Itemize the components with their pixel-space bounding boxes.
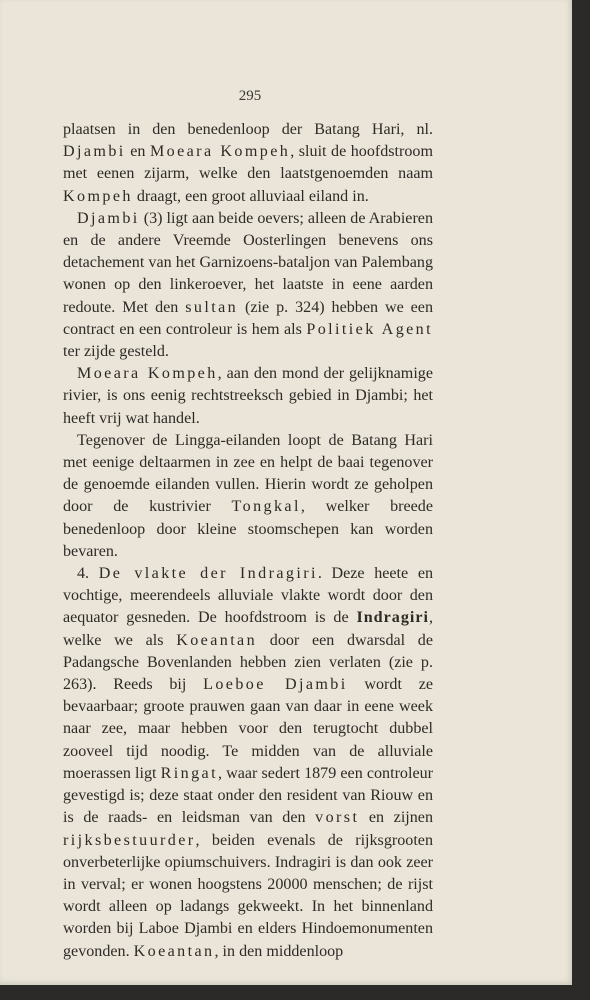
text-run: 4.: [77, 565, 99, 583]
spaced-term: Djambi: [77, 209, 140, 227]
text-run: , in den middenloop: [214, 942, 344, 960]
text-run: , welke we als: [63, 609, 433, 649]
page-number: 295: [238, 88, 262, 104]
text-run: Tegenover de Lingga-eilanden loopt de Batang Hari met eenige deltaarmen in zee en helpt de baai tegenover de genoemde eilanden vullen. Hierin wordt ze geholpen door de kustrivier: [63, 431, 433, 516]
paragraph-indragiri: [63, 563, 433, 963]
text-run: , waar sedert 1879 een controleur gevestigd is; deze staat onder den resident van Riouw en is de raads- en leidsman van den: [63, 764, 434, 827]
text-run: wordt ze bevaarbaar; groote prauwen gaan van daar in eene week naar zee, maar hebben voor den terugtocht dubbel zooveel tijd noodig. Te midden van de alluviale moerassen ligt: [63, 676, 433, 782]
text-run: door een dwarsdal de Padangsche Bovenlanden hebben zien verlaten (zie p. 263). Reeds bij: [63, 631, 433, 694]
text-run: plaatsen in den benedenloop der Batang Hari, nl.: [63, 121, 433, 138]
spaced-term: Moeara Kompeh: [149, 143, 291, 161]
spaced-term: vorst: [315, 809, 360, 827]
text-run: (zie p. 324) hebben we een contract en een controleur is hem als: [63, 298, 433, 338]
text-run: . Deze heete en vochtige, meerendeels alluviale vlakte wordt door den aequator gesneden. De hoofdstroom is de: [63, 565, 434, 627]
paragraph-tongkal: [63, 430, 433, 563]
spaced-term: Tongkal: [231, 498, 301, 516]
spaced-term: Kompeh: [63, 187, 133, 205]
spaced-term: Koeantan: [133, 942, 215, 960]
text-run: (3) ligt aan beide oevers; alleen de Arabieren en de andere Vreemde Oosterlingen benevens ons detachement van het Garnizoens-bataljon van Palembang wonen op den linkeroever, het laatste in eene aarden redoute. Met den: [63, 209, 433, 316]
spaced-term: Politiek Agent: [306, 320, 433, 338]
spaced-term: Djambi: [63, 143, 126, 161]
paragraph-djambi-town: [63, 208, 433, 363]
text-run: , sluit de hoofdstroom met eenen zijarm, welke den laatstgenoemden naam: [63, 143, 433, 183]
text-run: , beiden evenals de rijksgrooten onverbeterlijke opiumschuivers. Indragiri is dan ook zeer in verval; er wonen hoogstens 20000 menschen; de rijst wordt alleen op ladangs gekweekt. In het binnenland worden bij Laboe Djambi en elders Hindoemonumenten gevonden.: [63, 831, 433, 960]
text-run: , welker breede benedenloop door kleine stoomschepen kan worden bevaren.: [63, 498, 433, 560]
text-run: , aan den mond der gelijknamige rivier, is ons eenig rechtstreeksch gebied in Djambi; het heeft vrij wat handel.: [63, 365, 433, 427]
text-run: en zijnen: [359, 809, 434, 827]
spaced-term: Koeantan: [176, 631, 258, 649]
spaced-term: Ringat: [160, 764, 218, 782]
text-run: ter zijde gesteld.: [63, 343, 169, 361]
spaced-term: Moeara Kompeh: [77, 365, 218, 383]
paragraph-moeara-kompeh: [63, 363, 433, 430]
spaced-term: De vlakte der Indragiri: [98, 565, 318, 583]
text-run: en: [125, 143, 150, 161]
bold-term: Indragiri: [356, 609, 429, 627]
text-run: draagt, een groot alluviaal eiland in.: [132, 187, 369, 205]
spaced-term: sultan: [185, 298, 239, 316]
body-text: [63, 119, 433, 963]
spaced-term: rijksbestuurder: [63, 831, 196, 849]
spaced-term: Loeboe Djambi: [203, 676, 348, 694]
paragraph-djambi-delta: [63, 119, 433, 208]
